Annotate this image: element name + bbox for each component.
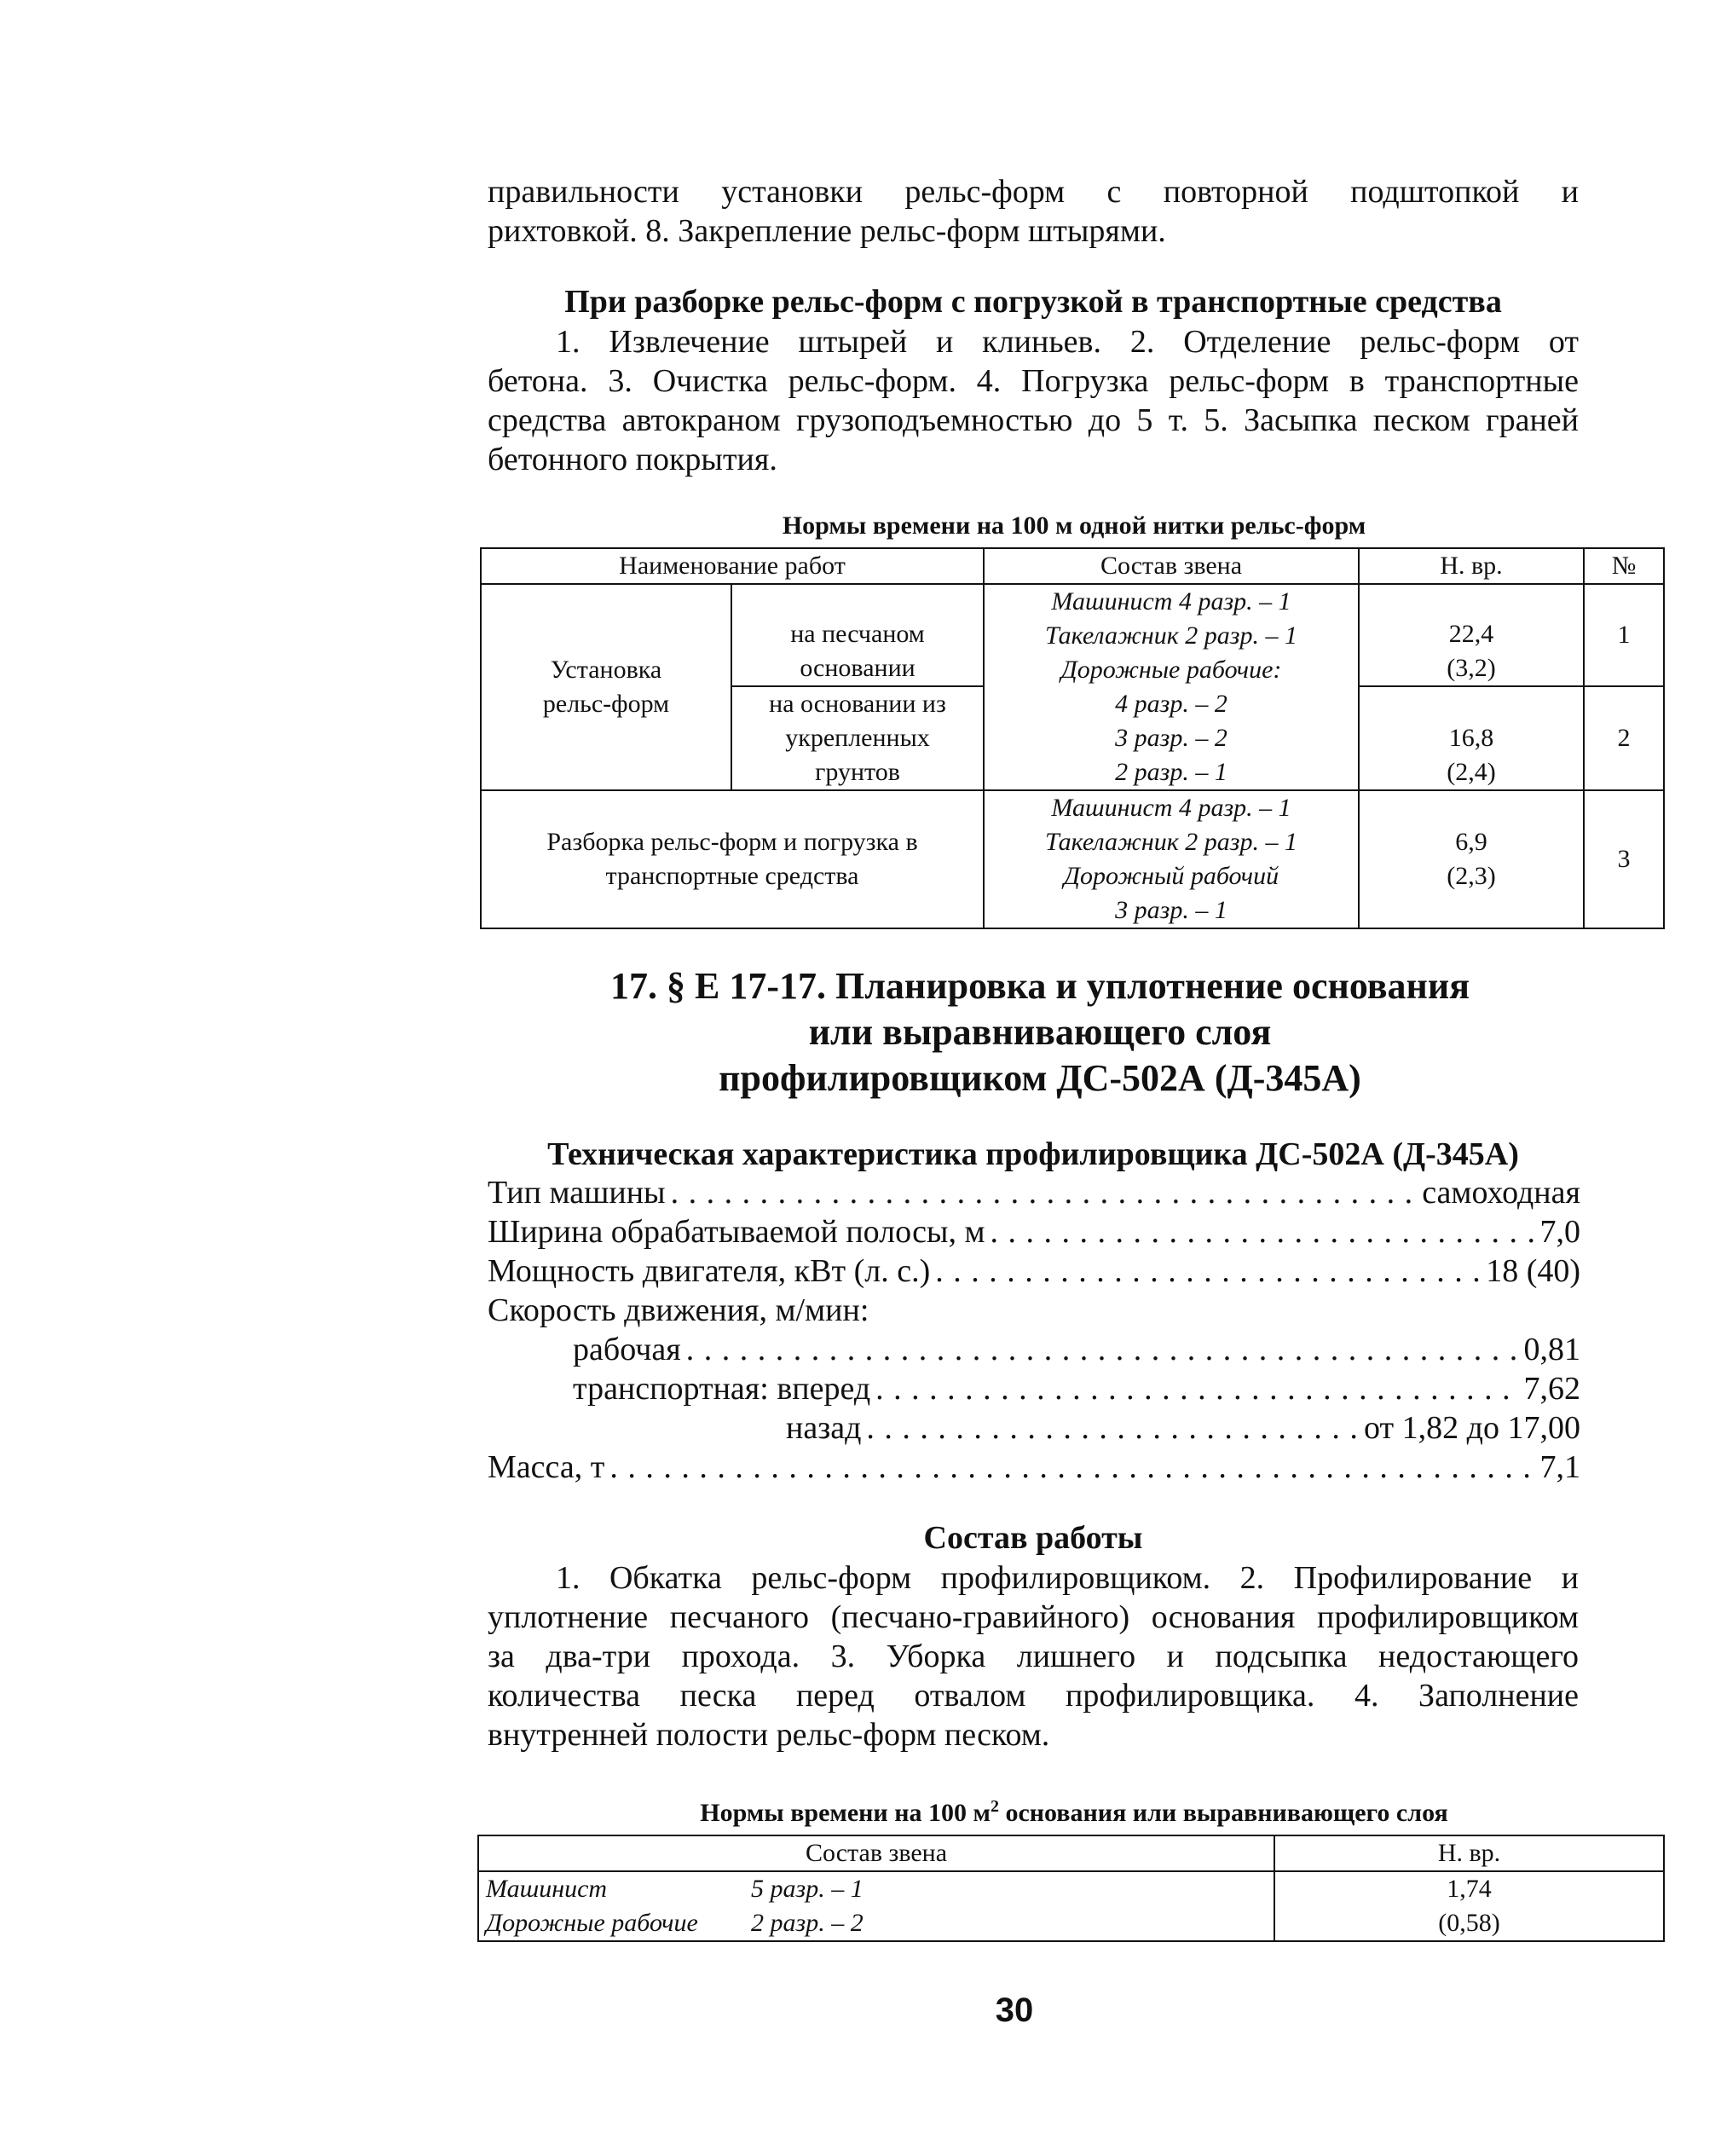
row1-norm bbox=[1359, 584, 1584, 686]
spec-value: 18 (40) bbox=[1486, 1253, 1580, 1289]
spec-row bbox=[488, 1173, 1580, 1212]
table2-grade: 2 разр. – 2 bbox=[751, 1906, 1274, 1941]
table2-caption-sup: 2 bbox=[990, 1797, 999, 1816]
row1-norm-sub: (3,2) bbox=[1447, 654, 1496, 682]
spec-label: Тип машины bbox=[488, 1175, 666, 1211]
dismantle-line: средства автокраном грузоподъемностью до 5 т. 5. Засыпка песком граней bbox=[488, 402, 1579, 438]
spec-row bbox=[488, 1291, 1580, 1330]
table2-header-crew: Состав звена bbox=[478, 1835, 1274, 1871]
intro-paragraph bbox=[488, 172, 1579, 251]
row3-norm-value: 6,9 bbox=[1455, 828, 1487, 856]
crew-line: Дорожный рабочий bbox=[1063, 862, 1279, 890]
row1-number: 1 bbox=[1584, 584, 1664, 686]
crew-line: Машинист 4 разр. – 1 bbox=[1051, 794, 1291, 822]
table1-header-norm: Н. вр. bbox=[1359, 548, 1584, 584]
spec-value: 7,1 bbox=[1539, 1449, 1580, 1485]
table1-header-work: Наименование работ bbox=[481, 548, 984, 584]
spec-label: назад bbox=[786, 1410, 862, 1446]
table1-header-crew: Состав звена bbox=[984, 548, 1359, 584]
table1-header-number: № bbox=[1584, 548, 1664, 584]
page-number: 30 bbox=[995, 1991, 1034, 2029]
spec-value: 7,0 bbox=[1539, 1214, 1580, 1250]
work-line: внутренней полости рельс-форм песком. bbox=[488, 1717, 1050, 1753]
row1-subtype: на песчаном основании bbox=[731, 584, 984, 686]
table2-grade: 5 разр. – 1 bbox=[751, 1871, 1274, 1906]
spec-label: транспортная: вперед bbox=[573, 1371, 871, 1407]
row2-subtype: на основании из укрепленных грунтов bbox=[731, 686, 984, 790]
crew-line: 4 разр. – 2 bbox=[1115, 690, 1227, 718]
spec-label: Масса, т bbox=[488, 1449, 605, 1485]
table2-caption-text: основания или выравнивающего слоя bbox=[998, 1799, 1448, 1827]
dismantle-crew bbox=[984, 790, 1359, 928]
dismantle-line: бетона. 3. Очистка рельс-форм. 4. Погрузка рельс-форм в транспортные bbox=[488, 363, 1579, 399]
section-title bbox=[443, 963, 1637, 1101]
specs-list bbox=[488, 1173, 1580, 1487]
intro-line: рихтовкой. 8. Закрепление рельс-форм штырями. bbox=[488, 213, 1166, 249]
spec-label: Мощность двигателя, кВт (л. с.) bbox=[488, 1253, 931, 1289]
table2-norm: 1,74 bbox=[1274, 1871, 1664, 1906]
spec-value: 0,81 bbox=[1523, 1332, 1580, 1367]
table2-caption bbox=[477, 1797, 1671, 1828]
table2-norm-sub: (0,58) bbox=[1274, 1906, 1664, 1941]
specs-heading: Техническая характеристика профилировщика ДС-502А (Д-345А) bbox=[547, 1136, 1519, 1172]
spec-row bbox=[488, 1408, 1580, 1448]
table2-header-norm: Н. вр. bbox=[1274, 1835, 1664, 1871]
section-title-line: профилировщиком ДС-502А (Д-345А) bbox=[719, 1057, 1361, 1099]
spec-label: Ширина обрабатываемой полосы, м bbox=[488, 1214, 985, 1250]
table2-caption-text: Нормы времени на 100 м bbox=[700, 1799, 991, 1827]
section-title-line: 17. § Е 17-17. Планировка и уплотнение основания bbox=[609, 965, 1470, 1007]
crew-line: 3 разр. – 2 bbox=[1115, 724, 1227, 752]
row3-number: 3 bbox=[1584, 790, 1664, 928]
table1-caption: Нормы времени на 100 м одной нитки рельс-форм bbox=[782, 512, 1366, 540]
spec-row bbox=[488, 1251, 1580, 1291]
row3-norm-sub: (2,3) bbox=[1447, 862, 1496, 890]
spec-value: 7,62 bbox=[1523, 1371, 1580, 1407]
table2-role: Машинист bbox=[478, 1871, 751, 1906]
install-crew bbox=[984, 584, 1359, 790]
spec-row bbox=[488, 1330, 1580, 1369]
work-line: уплотнение песчаного (песчано-гравийного) основания профилировщиком bbox=[488, 1599, 1579, 1635]
crew-line: 2 разр. – 1 bbox=[1115, 758, 1227, 786]
intro-line: правильности установки рельс-форм с повторной подштопкой и bbox=[488, 174, 1579, 210]
work-heading: Состав работы bbox=[923, 1520, 1143, 1556]
work-line: за два-три прохода. 3. Уборка лишнего и подсыпка недостающего bbox=[488, 1639, 1579, 1674]
dismantle-heading: При разборке рельс-форм с погрузкой в транспортные средства bbox=[564, 284, 1502, 320]
row2-norm bbox=[1359, 686, 1584, 790]
table2-role: Дорожные рабочие bbox=[478, 1906, 751, 1941]
row2-number: 2 bbox=[1584, 686, 1664, 790]
spec-value: самоходная bbox=[1422, 1175, 1580, 1211]
row2-norm-sub: (2,4) bbox=[1447, 758, 1496, 786]
norms-table-rails bbox=[480, 547, 1665, 929]
row3-norm bbox=[1359, 790, 1584, 928]
dismantle-line: 1. Извлечение штырей и клиньев. 2. Отделение рельс-форм от bbox=[556, 324, 1579, 360]
work-line: 1. Обкатка рельс-форм профилировщиком. 2. Профилирование и bbox=[556, 1560, 1579, 1596]
spec-row bbox=[488, 1369, 1580, 1408]
crew-line: Такелажник 2 разр. – 1 bbox=[1045, 828, 1297, 856]
row1-norm-value: 22,4 bbox=[1448, 620, 1494, 648]
norms-table-base bbox=[477, 1835, 1665, 1942]
work-paragraph bbox=[488, 1558, 1579, 1754]
section-title-line: или выравнивающего слоя bbox=[808, 1011, 1272, 1053]
spec-row bbox=[488, 1212, 1580, 1251]
dismantle-line: бетонного покрытия. bbox=[488, 442, 777, 477]
install-label: Установка рельс-форм bbox=[481, 584, 731, 790]
row2-norm-value: 16,8 bbox=[1448, 724, 1494, 752]
crew-line: 3 разр. – 1 bbox=[1115, 896, 1227, 924]
spec-label: Скорость движения, м/мин: bbox=[488, 1292, 869, 1328]
crew-line: Машинист 4 разр. – 1 bbox=[1051, 587, 1291, 616]
spec-value: от 1,82 до 17,00 bbox=[1364, 1410, 1580, 1446]
spec-row bbox=[488, 1448, 1580, 1487]
work-line: количества песка перед отвалом профилировщика. 4. Заполнение bbox=[488, 1678, 1579, 1714]
spec-label: рабочая bbox=[573, 1332, 681, 1367]
crew-line: Дорожные рабочие: bbox=[1060, 656, 1282, 684]
row3-label: Разборка рельс-форм и погрузка в транспортные средства bbox=[481, 790, 984, 928]
dismantle-paragraph bbox=[488, 322, 1579, 479]
crew-line: Такелажник 2 разр. – 1 bbox=[1045, 621, 1297, 650]
